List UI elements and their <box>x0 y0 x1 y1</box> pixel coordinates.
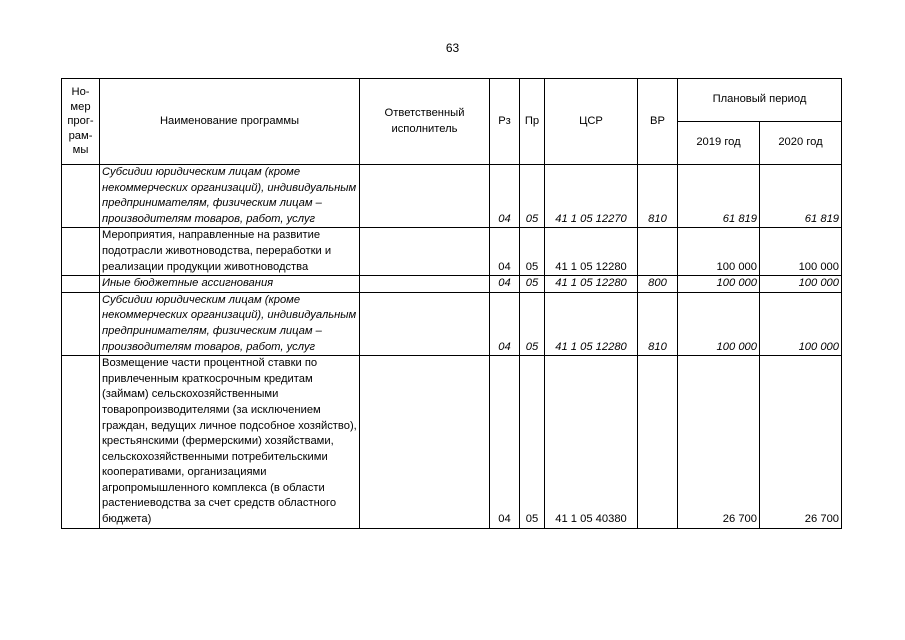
cell-rz: 04 <box>490 292 520 355</box>
table-row <box>62 356 842 529</box>
cell-rz: 04 <box>490 228 520 276</box>
cell-executor <box>360 165 490 228</box>
cell-vr <box>638 356 678 529</box>
cell-vr: 810 <box>638 292 678 355</box>
budget-table <box>61 78 842 529</box>
table-row <box>62 165 842 228</box>
cell-2019: 61 819 <box>678 165 760 228</box>
cell-rz: 04 <box>490 356 520 529</box>
cell-executor <box>360 276 490 293</box>
cell-executor <box>360 228 490 276</box>
cell-pr: 05 <box>520 356 545 529</box>
cell-program-name: Субсидии юридическим лицам (кроме некоммерческих организаций), индивидуальным предпринимателям, физическим лицам – производителям товаров, работ, услуг <box>100 165 360 228</box>
cell-2019: 26 700 <box>678 356 760 529</box>
cell-program-number <box>62 356 100 529</box>
header-year-2020: 2020 год <box>760 122 842 165</box>
header-csr: ЦСР <box>545 79 638 165</box>
cell-2020: 26 700 <box>760 356 842 529</box>
cell-2020: 100 000 <box>760 292 842 355</box>
cell-csr: 41 1 05 40380 <box>545 356 638 529</box>
cell-executor <box>360 292 490 355</box>
table-row <box>62 276 842 293</box>
header-program-number: Но-мер прог-рам-мы <box>62 79 100 165</box>
cell-pr: 05 <box>520 228 545 276</box>
cell-2020: 61 819 <box>760 165 842 228</box>
cell-csr: 41 1 05 12270 <box>545 165 638 228</box>
cell-program-number <box>62 165 100 228</box>
header-pr: Пр <box>520 79 545 165</box>
cell-2019: 100 000 <box>678 276 760 293</box>
cell-2019: 100 000 <box>678 292 760 355</box>
cell-csr: 41 1 05 12280 <box>545 228 638 276</box>
cell-rz: 04 <box>490 276 520 293</box>
header-planned-period: Плановый период <box>678 79 842 122</box>
cell-program-name: Возмещение части процентной ставки по привлеченным краткосрочным кредитам (займам) сельскохозяйственными товаропроизводителями (за исключением граждан, ведущих личное подсобное хозяйство), крестьянскими (фермерскими) хозяйствами, сельскохозяйственными потребительскими кооперативами, организациями агропромышленного комплекса (в области растениеводства за счет средств областного бюджета) <box>100 356 360 529</box>
cell-pr: 05 <box>520 165 545 228</box>
cell-csr: 41 1 05 12280 <box>545 276 638 293</box>
page-number: 63 <box>445 41 460 55</box>
cell-csr: 41 1 05 12280 <box>545 292 638 355</box>
cell-2020: 100 000 <box>760 228 842 276</box>
cell-program-name: Мероприятия, направленные на развитие подотрасли животноводства, переработки и реализации продукции животноводства <box>100 228 360 276</box>
cell-vr: 810 <box>638 165 678 228</box>
cell-pr: 05 <box>520 292 545 355</box>
header-program-name: Наименование программы <box>100 79 360 165</box>
cell-rz: 04 <box>490 165 520 228</box>
cell-program-name: Иные бюджетные ассигнования <box>100 276 360 293</box>
cell-vr: 800 <box>638 276 678 293</box>
cell-program-number <box>62 276 100 293</box>
cell-executor <box>360 356 490 529</box>
cell-program-number <box>62 228 100 276</box>
cell-program-number <box>62 292 100 355</box>
header-row <box>62 79 842 122</box>
cell-program-name: Субсидии юридическим лицам (кроме некоммерческих организаций), индивидуальным предпринимателям, физическим лицам – производителям товаров, работ, услуг <box>100 292 360 355</box>
header-year-2019: 2019 год <box>678 122 760 165</box>
table-row <box>62 228 842 276</box>
header-executor: Ответственный исполнитель <box>360 79 490 165</box>
header-vr: ВР <box>638 79 678 165</box>
cell-2019: 100 000 <box>678 228 760 276</box>
cell-vr <box>638 228 678 276</box>
header-rz: Рз <box>490 79 520 165</box>
cell-2020: 100 000 <box>760 276 842 293</box>
cell-pr: 05 <box>520 276 545 293</box>
table-row <box>62 292 842 355</box>
